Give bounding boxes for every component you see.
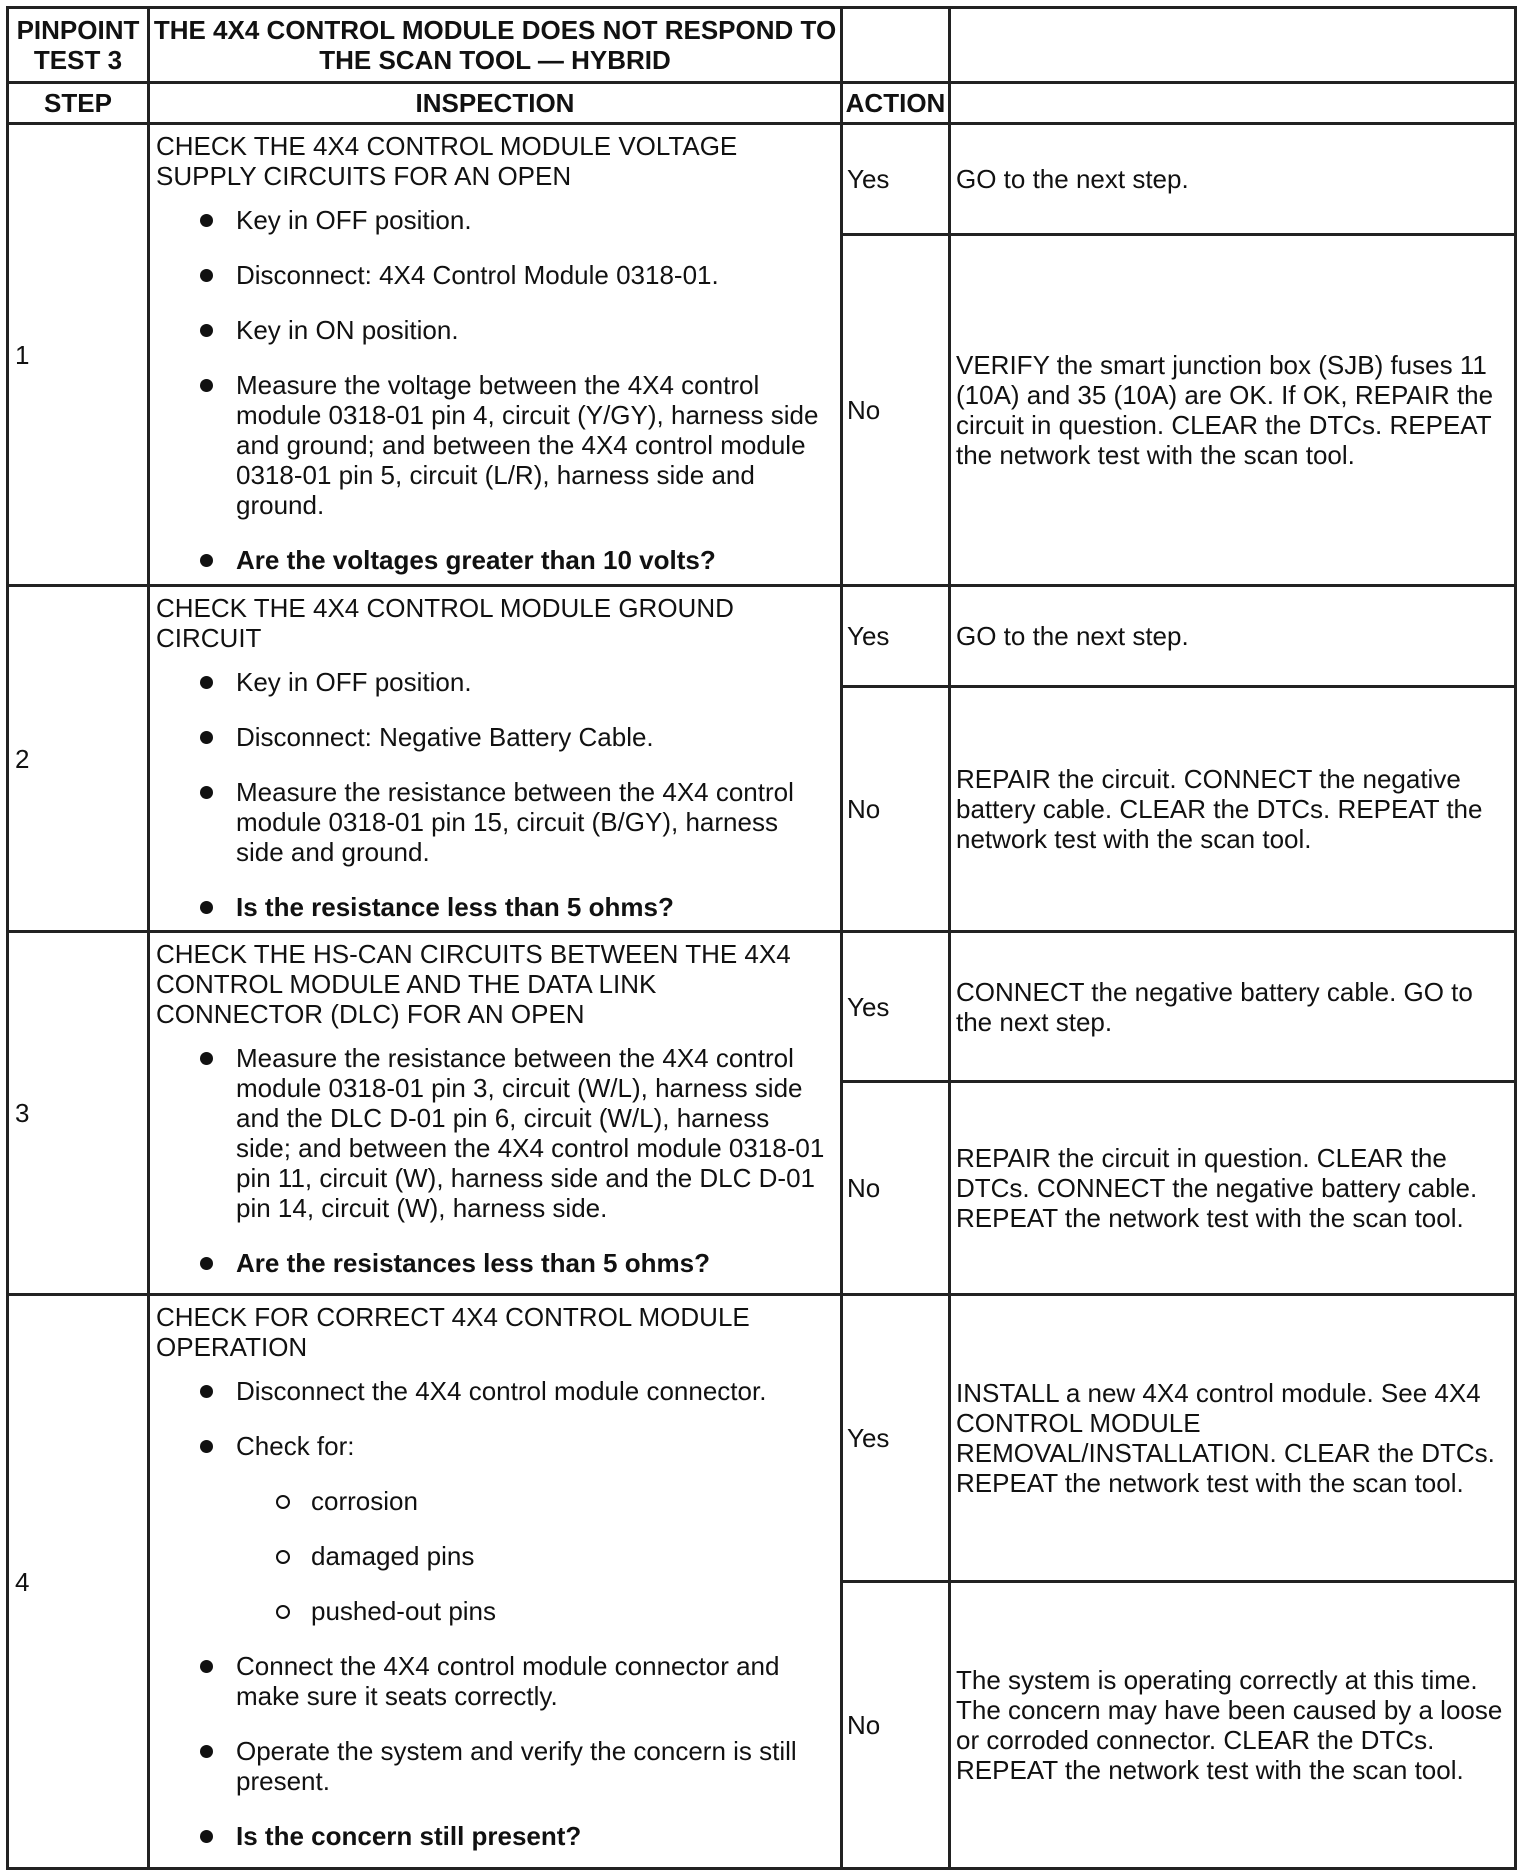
sub-item: corrosion: [236, 1486, 830, 1516]
header-empty-cell: [950, 8, 1516, 83]
check-heading: CHECK THE 4X4 CONTROL MODULE GROUND CIRCUIT: [156, 593, 734, 653]
check-heading: CHECK FOR CORRECT 4X4 CONTROL MODULE OPERATION: [156, 1302, 750, 1362]
column-header-step: STEP: [8, 83, 149, 124]
inspection-bullet: Disconnect: 4X4 Control Module 0318-01.: [156, 260, 830, 290]
action-yes: GO to the next step.: [950, 124, 1516, 235]
inspection-bullet: Key in ON position.: [156, 315, 830, 345]
step-1-inspection: [149, 124, 842, 586]
test-title: THE 4X4 CONTROL MODULE DOES NOT RESPOND TO THE SCAN TOOL — HYBRID: [149, 8, 842, 83]
answer-yes: Yes: [842, 1295, 950, 1582]
step-1-yes-row: [8, 124, 1516, 235]
inspection-bullet-list: [156, 205, 830, 575]
inspection-question: Are the voltages greater than 10 volts?: [156, 545, 830, 575]
step-2-inspection: [149, 586, 842, 932]
inspection-bullet-list: [156, 1043, 830, 1278]
pinpoint-test-table: [6, 6, 1517, 1870]
header-empty-cell: [842, 8, 950, 83]
answer-no: No: [842, 1582, 950, 1869]
inspection-bullet-check-for: [156, 1431, 830, 1626]
sub-item: damaged pins: [236, 1541, 830, 1571]
step-number: 4: [8, 1295, 149, 1869]
check-for-label: Check for:: [236, 1431, 355, 1461]
inspection-bullet: Measure the resistance between the 4X4 control module 0318-01 pin 15, circuit (B/GY), harness side and ground.: [156, 777, 830, 867]
step-3-yes-row: [8, 932, 1516, 1082]
action-no: VERIFY the smart junction box (SJB) fuses 11 (10A) and 35 (10A) are OK. If OK, REPAIR the circuit in question. CLEAR the DTCs. REPEAT the network test with the scan tool.: [950, 235, 1516, 586]
inspection-bullet: Key in OFF position.: [156, 667, 830, 697]
answer-no: No: [842, 1082, 950, 1295]
sub-item: pushed-out pins: [236, 1596, 830, 1626]
step-number: 1: [8, 124, 149, 586]
inspection-bullet: Disconnect the 4X4 control module connector.: [156, 1376, 830, 1406]
column-header-inspection: INSPECTION: [149, 83, 842, 124]
step-4-yes-row: [8, 1295, 1516, 1582]
inspection-bullet: Disconnect: Negative Battery Cable.: [156, 722, 830, 752]
inspection-bullet: Connect the 4X4 control module connector and make sure it seats correctly.: [156, 1651, 830, 1711]
step-2-yes-row: [8, 586, 1516, 687]
pinpoint-test-document: [6, 6, 1514, 1851]
inspection-bullet-list: [156, 667, 830, 922]
inspection-bullet: Operate the system and verify the concern is still present.: [156, 1736, 830, 1796]
column-header-row: [8, 83, 1516, 124]
action-no: REPAIR the circuit in question. CLEAR the DTCs. CONNECT the negative battery cable. REPEAT the network test with the scan tool.: [950, 1082, 1516, 1295]
check-for-sublist: [236, 1486, 830, 1626]
answer-yes: Yes: [842, 586, 950, 687]
inspection-bullet: Measure the resistance between the 4X4 control module 0318-01 pin 3, circuit (W/L), harness side and the DLC D-01 pin 6, circuit (W/L), harness side; and between the 4X4 control module 0318-01 pin 11, circuit (W), harness side and the DLC D-01 pin 14, circuit (W), harness side.: [156, 1043, 830, 1223]
answer-yes: Yes: [842, 932, 950, 1082]
answer-no: No: [842, 235, 950, 586]
inspection-bullet: Measure the voltage between the 4X4 control module 0318-01 pin 4, circuit (Y/GY), harness side and ground; and between the 4X4 control module 0318-01 pin 5, circuit (L/R), harness side and ground.: [156, 370, 830, 520]
table-title-row: [8, 8, 1516, 83]
answer-no: No: [842, 686, 950, 931]
column-header-empty: [950, 83, 1516, 124]
action-no: REPAIR the circuit. CONNECT the negative battery cable. CLEAR the DTCs. REPEAT the network test with the scan tool.: [950, 686, 1516, 931]
column-header-action: ACTION: [842, 83, 950, 124]
pinpoint-label: PINPOINT TEST 3: [8, 8, 149, 83]
step-4-inspection: [149, 1295, 842, 1869]
action-no: The system is operating correctly at this time. The concern may have been caused by a loose or corroded connector. CLEAR the DTCs. REPEAT the network test with the scan tool.: [950, 1582, 1516, 1869]
answer-yes: Yes: [842, 124, 950, 235]
inspection-question: Is the resistance less than 5 ohms?: [156, 892, 830, 922]
action-yes: INSTALL a new 4X4 control module. See 4X4 CONTROL MODULE REMOVAL/INSTALLATION. CLEAR the DTCs. REPEAT the network test with the scan tool.: [950, 1295, 1516, 1582]
inspection-question: Are the resistances less than 5 ohms?: [156, 1248, 830, 1278]
action-yes: GO to the next step.: [950, 586, 1516, 687]
check-heading: CHECK THE 4X4 CONTROL MODULE VOLTAGE SUPPLY CIRCUITS FOR AN OPEN: [156, 131, 738, 191]
step-number: 2: [8, 586, 149, 932]
inspection-bullet-list: [156, 1376, 830, 1851]
check-heading: CHECK THE HS-CAN CIRCUITS BETWEEN THE 4X4 CONTROL MODULE AND THE DATA LINK CONNECTOR (DLC) FOR AN OPEN: [156, 939, 791, 1029]
inspection-bullet: Key in OFF position.: [156, 205, 830, 235]
step-number: 3: [8, 932, 149, 1295]
inspection-question: Is the concern still present?: [156, 1821, 830, 1851]
step-3-inspection: [149, 932, 842, 1295]
action-yes: CONNECT the negative battery cable. GO to the next step.: [950, 932, 1516, 1082]
